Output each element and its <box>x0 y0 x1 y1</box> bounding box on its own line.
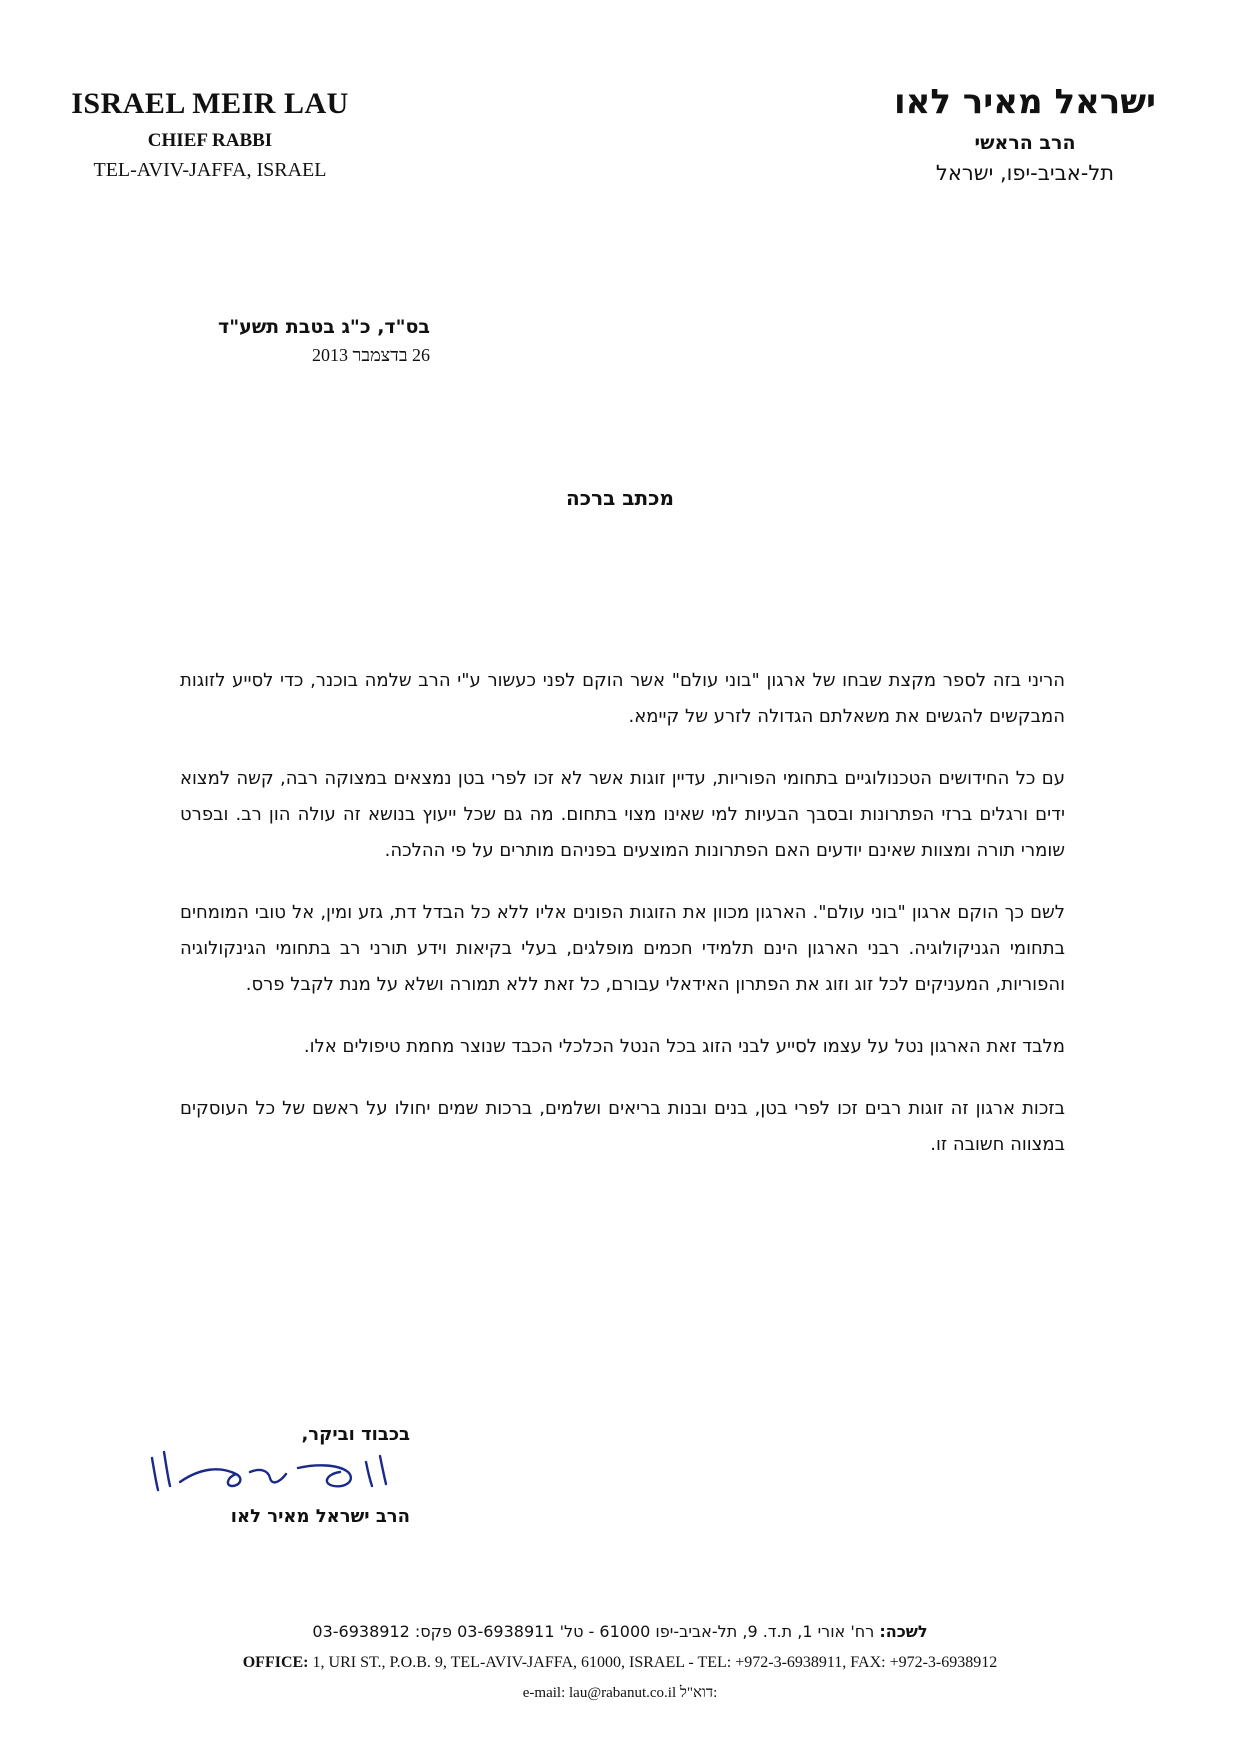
body-paragraph-3: לשם כך הוקם ארגון "בוני עולם". הארגון מכוון את הזוגות הפונים אליו ללא כל הבדל דת, גזע ומין, אל טובי המומחים בתחומי הגניקולוגיה. רבני הארגון הינם תלמידי חכמים מופלגים, בעלי בקיאות וידע תורני רב בתחומי הגינקולוגיה והפוריות, המעניקים לכל זוג וזוג את הפתרון האידאלי עבורם, כל זאת ללא תמורה ושלא על מנת לקבל פרס. <box>180 902 1065 995</box>
letter-date <box>170 313 430 369</box>
body-paragraph-1: הריני בזה לספר מקצת שבחו של ארגון "בוני עולם" אשר הוקם לפני כעשור ע"י הרב שלמה בוכנר, כדי לסייע לזוגות המבקשים להגשים את משאלתם הגדולה לזרע של קיימא. <box>180 670 1065 727</box>
letterhead-english <box>60 86 360 184</box>
body-paragraph-5: בזכות ארגון זה זוגות רבים זכו לפרי בטן, בנים ובנות בריאים ושלמים, ברכות שמים יחולו על ראשם של כל העוסקים במצווה חשובה זו. <box>180 1098 1065 1155</box>
email-address[interactable]: lau@rabanut.co.il <box>569 1685 677 1701</box>
letterhead-city-en: TEL-AVIV-JAFFA, ISRAEL <box>93 159 327 181</box>
signer-name: הרב ישראל מאיר לאו <box>230 1506 410 1527</box>
letterhead-title-en: CHIEF RABBI <box>147 130 273 151</box>
body-paragraph-2: עם כל החידושים הטכנולוגיים בתחומי הפוריות, עדיין זוגות אשר לא זכו לפרי בטן נמצאים במצוקה רבה, קשה למצוא ידים ורגלים ברזי הפתרונות ובסבך הבעיות למי שאינו מצוי בתחום. מה גם שכל ייעוץ בנושא זה עולה הון רב. ובפרט שומרי תורה ומצוות שאינם יודעים האם הפתרונות המוצעים בפניהם מותרים על פי ההלכה. <box>180 768 1065 861</box>
footer-english-address <box>0 1647 1240 1679</box>
footer-email <box>0 1679 1240 1707</box>
body-paragraph-4: מלבד זאת הארגון נטל על עצמו לסייע לבני הזוג בכל הנטל הכלכלי הכבד שנוצר מחמת טיפולים אלו. <box>303 1036 1065 1057</box>
letterhead-name-he: ישראל מאיר לאו <box>893 82 1157 122</box>
letterhead-title-he: הרב הראשי <box>974 132 1076 154</box>
letterhead-name-en: ISRAEL MEIR LAU <box>71 87 349 120</box>
letter-footer <box>0 1617 1240 1707</box>
footer-hebrew-address <box>0 1617 1240 1647</box>
letterhead-hebrew <box>865 82 1185 188</box>
footer-text-he: רח' אורי 1, ת.ד. 9, תל-אביב-יפו 61000 - טל' 03-6938911 פקס: 03-6938912 <box>312 1622 875 1641</box>
letter-closing <box>170 1420 410 1532</box>
footer-label-he: לשכה: <box>879 1622 928 1641</box>
footer-label-en: OFFICE: <box>242 1654 309 1671</box>
footer-text-en: 1, URI ST., P.O.B. 9, TEL-AVIV-JAFFA, 61000, ISRAEL - TEL: +972-3-6938911, FAX: +972-3-6938912 <box>312 1654 998 1671</box>
email-label-en: e-mail: <box>522 1685 566 1701</box>
letter-body <box>180 663 1065 1189</box>
letterhead-city-he: תל-אביב-יפו, ישראל <box>935 161 1115 185</box>
gregorian-date: 26 בדצמבר 2013 <box>312 345 430 365</box>
closing-salutation: בכבוד וביקר, <box>301 1424 410 1445</box>
letter-heading: מכתב ברכה <box>566 486 674 510</box>
email-label-he: דוא"ל: <box>679 1685 718 1701</box>
hebrew-date: בס"ד, כ"ג בטבת תשע"ד <box>218 316 430 338</box>
